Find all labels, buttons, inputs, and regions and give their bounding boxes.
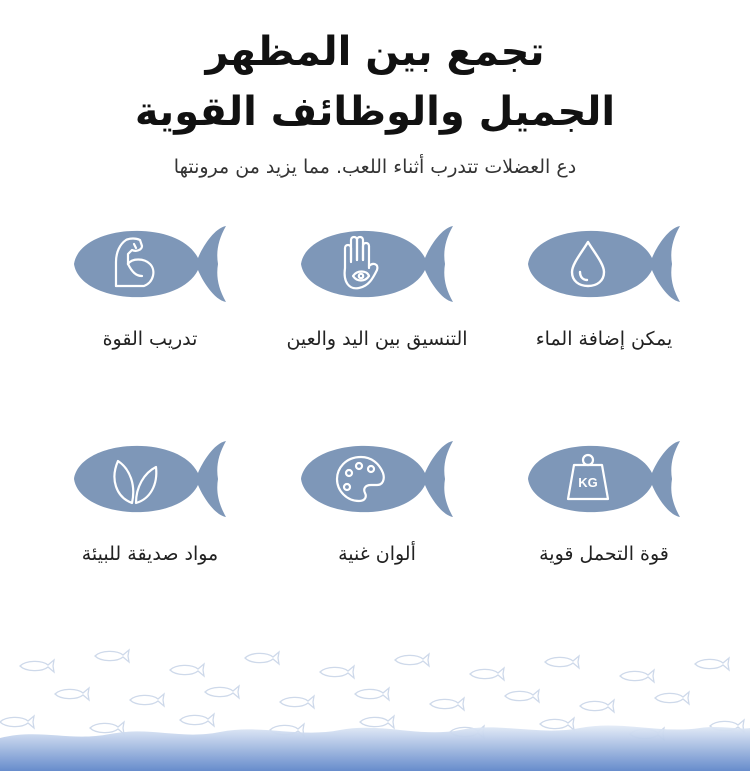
feature-water: [489, 218, 719, 350]
feature-label: ألوان غنية: [338, 543, 416, 565]
feature-label: قوة التحمل قوية: [539, 543, 669, 565]
fish-badge: [524, 433, 684, 525]
feature-colors: [262, 433, 492, 565]
fish-badge: [297, 433, 457, 525]
kg-text: KG: [578, 475, 598, 490]
feature-strength: [35, 218, 265, 350]
feature-label: يمكن إضافة الماء: [535, 328, 673, 350]
water-background: [0, 630, 750, 771]
feature-hand-eye: [262, 218, 492, 350]
page-subtitle: دع العضلات تتدرب أثناء اللعب. مما يزيد من مرونتها: [173, 156, 577, 178]
feature-label: مواد صديقة للبيئة: [81, 543, 219, 565]
page-title-line-1: تجمع بين المظهر: [205, 29, 545, 75]
feature-eco: [35, 433, 265, 565]
fish-badge: [70, 433, 230, 525]
page-title-line-2: الجميل والوظائف القوية: [134, 89, 616, 135]
feature-endurance: [489, 433, 719, 565]
feature-label: التنسيق بين اليد والعين: [286, 328, 468, 350]
fish-badge: [524, 218, 684, 310]
fish-badge: [297, 218, 457, 310]
feature-label: تدريب القوة: [102, 328, 198, 350]
fish-badge: [70, 218, 230, 310]
